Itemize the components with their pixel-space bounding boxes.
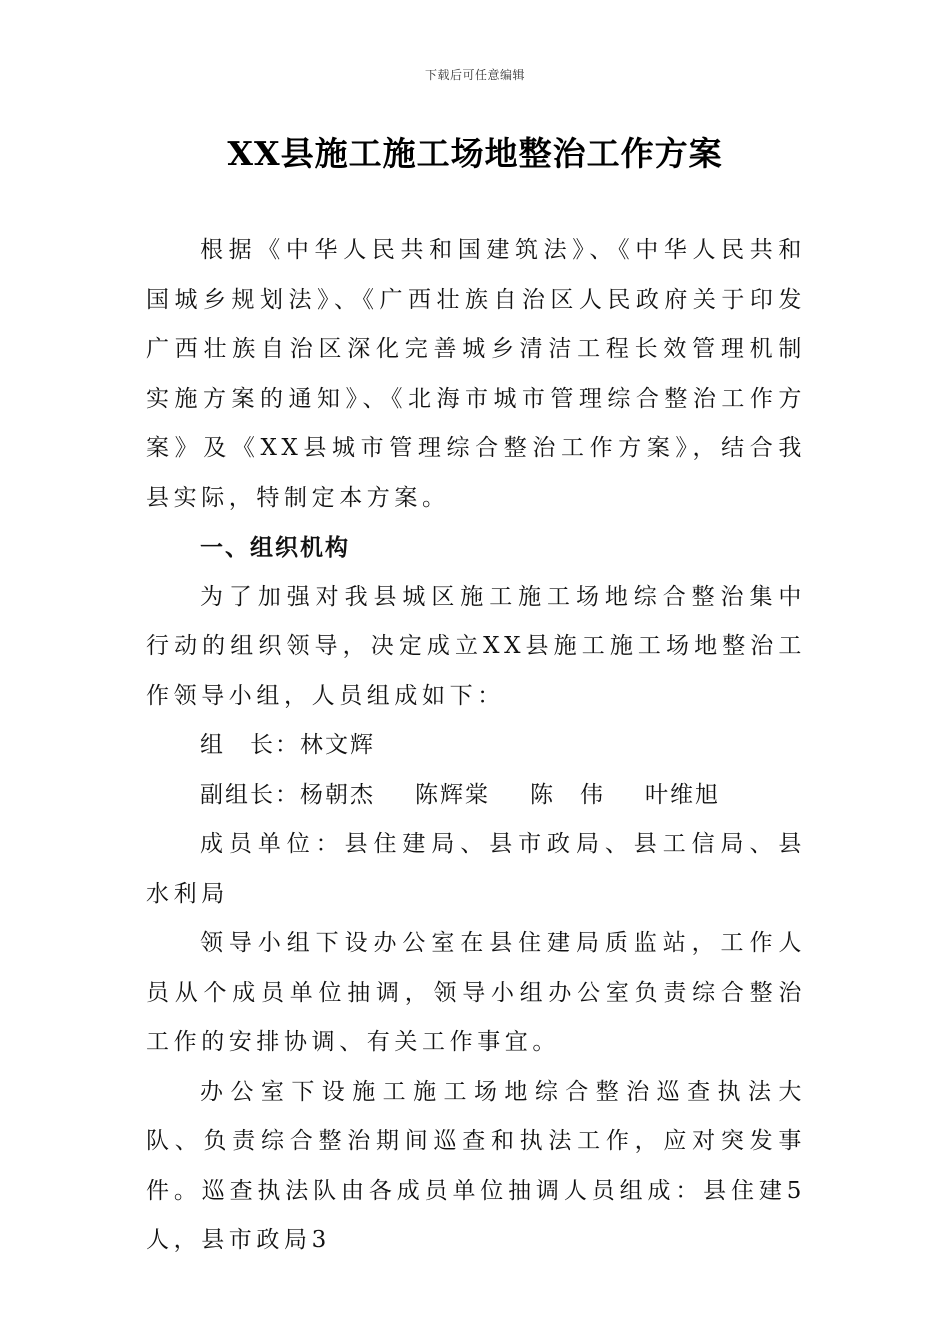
- section-heading: 一、组织机构: [200, 534, 350, 561]
- organization-paragraph: 为了加强对我县城区施工施工场地综合整治集中行动的组织领导，决定成立XX县施工施工场地整治工作领导小组，人员组成如下：: [146, 583, 806, 709]
- header-note: 下载后可任意编辑: [424, 68, 525, 82]
- intro-paragraph: 根据《中华人民共和国建筑法》、《中华人民共和国城乡规划法》、《广西壮族自治区人民政府关于印发广西壮族自治区深化完善城乡清洁工程长效管理机制实施方案的通知》、《北海市城市管理综合整治工作方案》及《XX县城市管理综合整治工作方案》，结合我县实际，特制定本方案。: [146, 237, 806, 511]
- office-paragraph: 领导小组下设办公室在县住建局质监站，工作人员从个成员单位抽调，领导小组办公室负责综合整治工作的安排协调、有关工作事宜。: [146, 930, 806, 1055]
- deputy-name: 杨朝杰: [300, 781, 375, 808]
- document-body: [146, 226, 806, 1266]
- member-units-paragraph: 成员单位：县住建局、县市政局、县工信局、县水利局: [146, 831, 806, 907]
- leader-line: [146, 721, 806, 771]
- deputy-label: 副组长：: [200, 781, 300, 808]
- deputy-name: 陈 伟: [530, 781, 605, 808]
- leader-name: 林文辉: [300, 732, 375, 758]
- deputy-name: 叶维旭: [645, 781, 720, 808]
- deputy-line: [146, 771, 806, 821]
- patrol-paragraph: 办公室下设施工施工场地综合整治巡查执法大队、负责综合整治期间巡查和执法工作，应对突发事件。巡查执法队由各成员单位抽调人员组成：县住建5人，县市政局3: [146, 1078, 806, 1253]
- deputy-name: 陈辉棠: [415, 781, 490, 808]
- document-title: XX县施工施工场地整治工作方案: [227, 134, 723, 173]
- leader-label: 组 长：: [200, 732, 300, 758]
